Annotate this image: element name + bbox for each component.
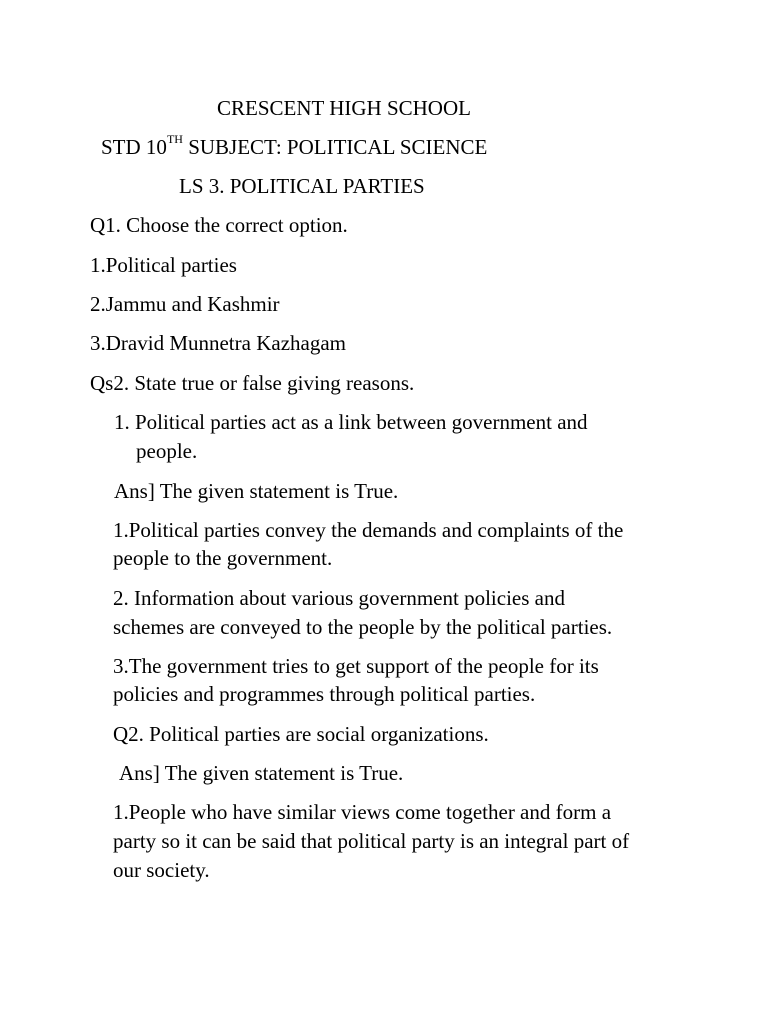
q2-statement: Q2. Political parties are social organizations. [113, 722, 489, 746]
lesson-title: LS 3. POLITICAL PARTIES [179, 174, 425, 198]
std-subject-line [101, 133, 487, 162]
reason-4-line-1: 1.People who have similar views come together and form a [113, 800, 612, 824]
q1-item-2: 2.Jammu and Kashmir [90, 292, 280, 316]
answer-2: Ans] The given statement is True. [119, 761, 404, 785]
reason-3-line-1: 3.The government tries to get support of the people for its [113, 654, 599, 678]
subject-label: SUBJECT: POLITICAL SCIENCE [182, 135, 488, 159]
std-superscript: TH [166, 132, 183, 146]
reason-2-line-2: schemes are conveyed to the people by the political parties. [113, 615, 613, 639]
reason-4-line-2: party so it can be said that political party is an integral part of [113, 829, 630, 853]
reason-4-line-3: our society. [113, 858, 210, 882]
statement-1-line-2: people. [136, 439, 198, 463]
q1-item-1: 1.Political parties [90, 253, 237, 277]
answer-1: Ans] The given statement is True. [114, 479, 399, 503]
std-label: STD 10 [101, 135, 167, 159]
reason-1-line-1: 1.Political parties convey the demands and complaints of the [113, 518, 624, 542]
qs2-title: Qs2. State true or false giving reasons. [90, 371, 415, 395]
q1-item-3: 3.Dravid Munnetra Kazhagam [90, 331, 346, 355]
reason-3-line-2: policies and programmes through political parties. [113, 682, 536, 706]
school-name: CRESCENT HIGH SCHOOL [217, 96, 471, 120]
statement-1-line-1: 1. Political parties act as a link between government and [114, 410, 588, 434]
reason-1-line-2: people to the government. [113, 546, 333, 570]
reason-2-line-1: 2. Information about various government policies and [113, 586, 565, 610]
q1-title: Q1. Choose the correct option. [90, 213, 348, 237]
